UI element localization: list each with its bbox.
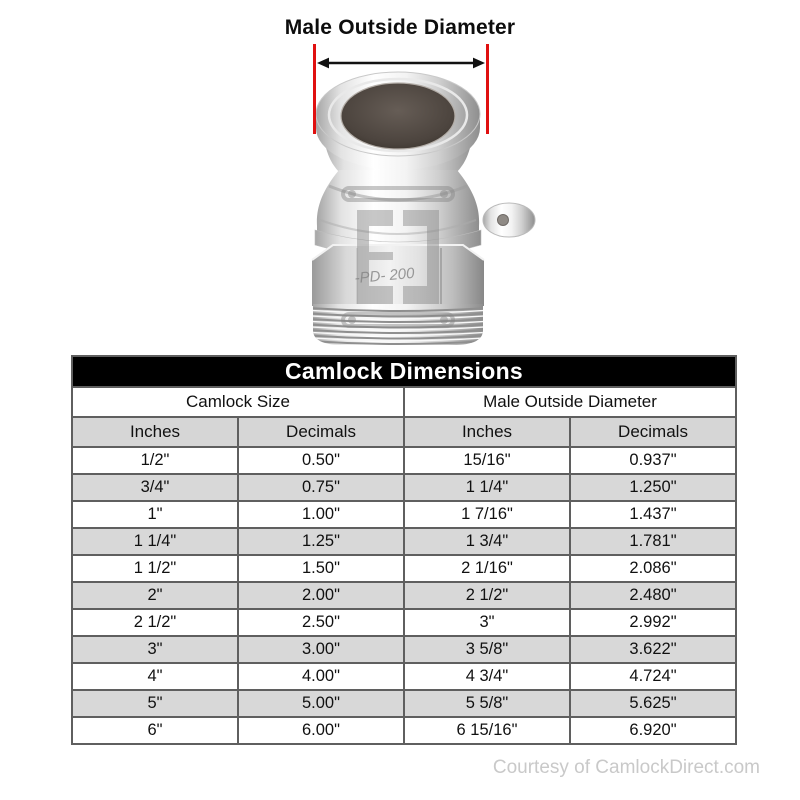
table-cell: 5 5/8" — [404, 690, 570, 717]
table-cell: 5" — [72, 690, 238, 717]
table-cell: 1 7/16" — [404, 501, 570, 528]
table-title: Camlock Dimensions — [72, 356, 736, 387]
table-title-row — [72, 356, 736, 387]
table-cell: 6.920" — [570, 717, 736, 744]
table-cell: 3" — [72, 636, 238, 663]
table-cell: 5.00" — [238, 690, 404, 717]
table-cell: 1.25" — [238, 528, 404, 555]
table-cell: 0.937" — [570, 447, 736, 474]
table-cell: 6 15/16" — [404, 717, 570, 744]
table-cell: 2.50" — [238, 609, 404, 636]
table-cell: 15/16" — [404, 447, 570, 474]
courtesy-watermark: Courtesy of CamlockDirect.com — [492, 757, 760, 778]
table-cell: 3.622" — [570, 636, 736, 663]
extent-line-left-icon — [313, 44, 316, 134]
column-header-size-inches: Inches — [72, 417, 238, 447]
table-cell: 2 1/2" — [404, 582, 570, 609]
table-row — [72, 609, 736, 636]
table-cell: 1" — [72, 501, 238, 528]
table-cell: 3 5/8" — [404, 636, 570, 663]
table-cell: 1.50" — [238, 555, 404, 582]
hex-stamp-text: -PD- 200 — [353, 264, 416, 287]
column-header-size-decimals: Decimals — [238, 417, 404, 447]
table-cell: 2.992" — [570, 609, 736, 636]
dimension-annotation — [310, 44, 494, 136]
table-cell: 1 1/4" — [404, 474, 570, 501]
table-cell: 1/2" — [72, 447, 238, 474]
table-cell: 1.437" — [570, 501, 736, 528]
table-row — [72, 717, 736, 744]
table-cell: 2.00" — [238, 582, 404, 609]
double-arrow-icon — [317, 58, 485, 69]
table-row — [72, 690, 736, 717]
table-row — [72, 528, 736, 555]
table-row — [72, 501, 736, 528]
table-cell: 2.086" — [570, 555, 736, 582]
dimension-label: Male Outside Diameter — [284, 16, 516, 39]
table-cell: 1 1/4" — [72, 528, 238, 555]
table-row — [72, 636, 736, 663]
sub-header-row — [72, 417, 736, 447]
table-cell: 4" — [72, 663, 238, 690]
table-cell: 2 1/16" — [404, 555, 570, 582]
table-cell: 1 1/2" — [72, 555, 238, 582]
table-row — [72, 555, 736, 582]
group-header-camlock-size: Camlock Size — [72, 387, 404, 417]
table-cell: 2 1/2" — [72, 609, 238, 636]
table-cell: 6.00" — [238, 717, 404, 744]
table-cell: 3/4" — [72, 474, 238, 501]
column-group-row — [72, 387, 736, 417]
table-cell: 2" — [72, 582, 238, 609]
dimensions-table — [71, 355, 737, 745]
table-cell: 1.250" — [570, 474, 736, 501]
dimensions-table-body — [72, 447, 736, 744]
table-cell: 1 3/4" — [404, 528, 570, 555]
table-cell: 4.00" — [238, 663, 404, 690]
table-cell: 3" — [404, 609, 570, 636]
extent-line-right-icon — [486, 44, 489, 134]
cam-lug-icon — [483, 203, 535, 237]
table-cell: 2.480" — [570, 582, 736, 609]
table-cell: 6" — [72, 717, 238, 744]
table-cell: 5.625" — [570, 690, 736, 717]
group-header-male-outside-diameter: Male Outside Diameter — [404, 387, 736, 417]
table-cell: 4 3/4" — [404, 663, 570, 690]
table-cell: 0.75" — [238, 474, 404, 501]
table-cell: 3.00" — [238, 636, 404, 663]
table-cell: 1.00" — [238, 501, 404, 528]
fitting-hex-nut — [312, 245, 484, 306]
table-cell: 0.50" — [238, 447, 404, 474]
table-row — [72, 447, 736, 474]
table-cell: 4.724" — [570, 663, 736, 690]
column-header-od-inches: Inches — [404, 417, 570, 447]
table-cell: 1.781" — [570, 528, 736, 555]
table-row — [72, 474, 736, 501]
table-row — [72, 582, 736, 609]
column-header-od-decimals: Decimals — [570, 417, 736, 447]
table-row — [72, 663, 736, 690]
